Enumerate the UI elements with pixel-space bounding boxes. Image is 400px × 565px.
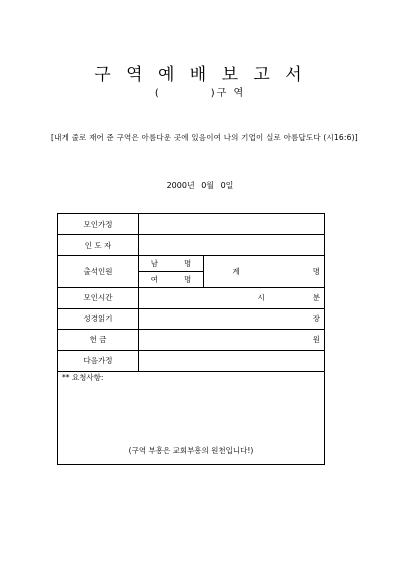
total-count-cell[interactable] (268, 256, 325, 288)
row-leader (58, 235, 325, 256)
next-home-field[interactable] (139, 350, 325, 371)
row-notes (58, 371, 325, 465)
scripture-verse: [내게 줄로 재어 준 구역은 아름다운 곳에 있음이여 나의 기업이 실로 아름답도다 (시16:6)] (51, 133, 358, 142)
female-label: 여 (150, 274, 158, 284)
meeting-time-field[interactable] (139, 287, 325, 308)
meeting-time-label: 모인시간 (58, 287, 139, 308)
attendance-label: 출석인원 (58, 256, 139, 288)
report-title: 구 역 예 배 보 고 서 (94, 65, 306, 85)
requests-label: ** 요청사항: (62, 372, 104, 382)
total-unit: 명 (312, 266, 320, 276)
male-unit: 명 (184, 258, 192, 268)
footer-slogan: (구역 부흥은 교회부흥의 원천입니다!) (128, 446, 254, 455)
won-unit: 원 (312, 335, 320, 344)
meeting-place-label: 모인가정 (58, 214, 139, 235)
total-label: 계 (232, 266, 240, 276)
report-form-table (57, 213, 325, 465)
female-count-cell[interactable] (139, 271, 204, 287)
requests-field[interactable] (58, 371, 325, 465)
minute-unit: 분 (312, 293, 320, 302)
date-month: 0월 (201, 181, 215, 190)
row-next-home (58, 350, 325, 371)
district-open-paren: ( (154, 88, 159, 99)
district-line (0, 84, 400, 99)
chapter-unit: 장 (312, 314, 320, 323)
row-bible-reading (58, 308, 325, 329)
offering-field[interactable] (139, 329, 325, 350)
male-count-cell[interactable] (139, 256, 204, 272)
leader-label: 인 도 자 (58, 235, 139, 256)
hour-unit: 시 (257, 293, 265, 302)
male-label: 남 (150, 258, 158, 268)
offering-label: 헌 금 (58, 329, 139, 350)
row-offering (58, 329, 325, 350)
district-label: )구 역 (210, 88, 246, 99)
leader-field[interactable] (139, 235, 325, 256)
total-label-cell (204, 256, 269, 288)
date-year: 2000년 (166, 181, 195, 190)
next-home-label: 다음가정 (58, 350, 139, 371)
bible-reading-field[interactable] (139, 308, 325, 329)
meeting-place-field[interactable] (139, 214, 325, 235)
row-meeting-time (58, 287, 325, 308)
bible-reading-label: 성경읽기 (58, 308, 139, 329)
row-meeting-place (58, 214, 325, 235)
female-unit: 명 (184, 274, 192, 284)
date-day: 0일 (220, 181, 234, 190)
report-date (0, 180, 400, 191)
row-attendance-male (58, 256, 325, 272)
